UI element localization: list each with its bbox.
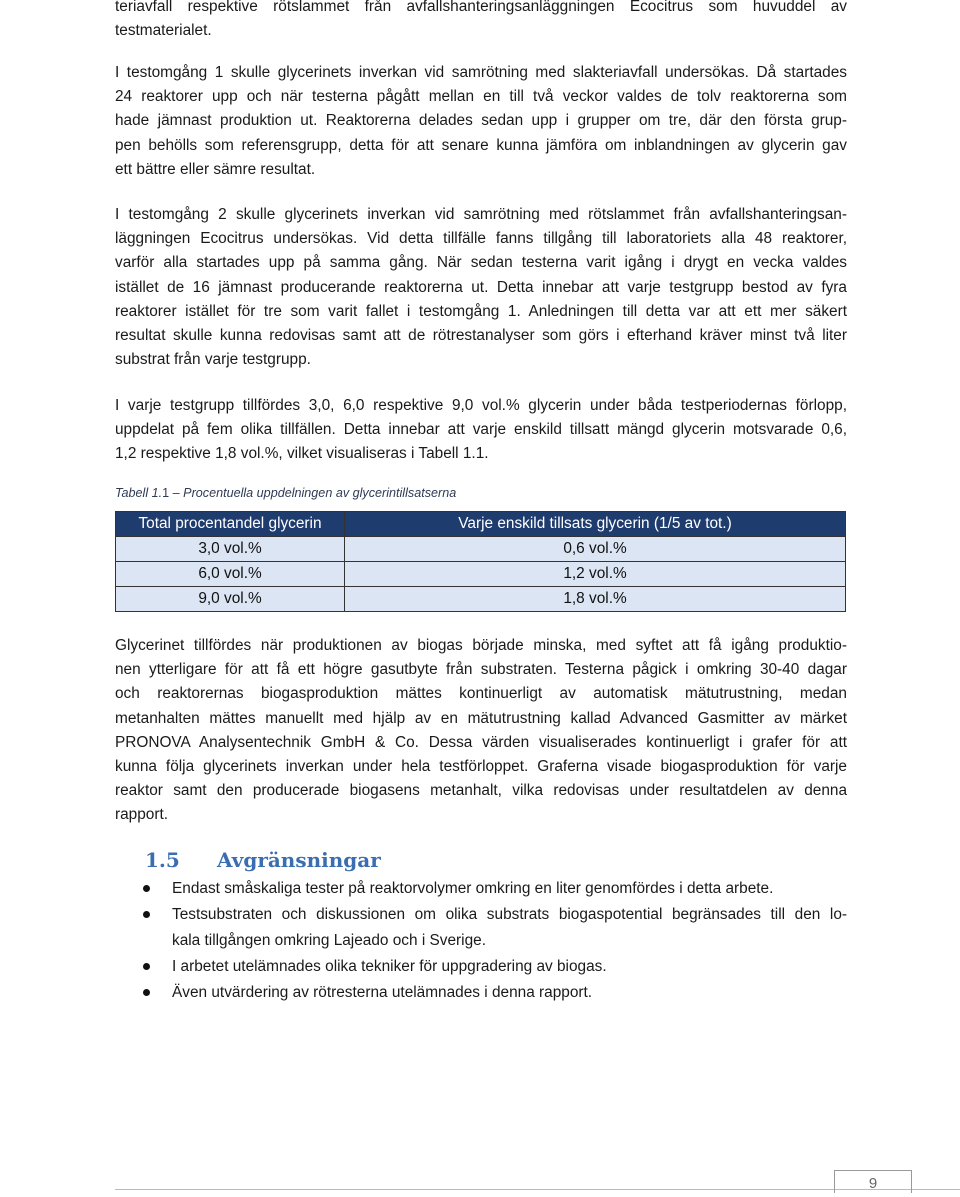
text-line: varför alla startades upp på samma gång. När sedan testerna varit igång i drygt en vecka valdes bbox=[115, 254, 847, 272]
text-line: 24 reaktorer upp och när testerna pågått mellan en till två veckor valdes de tolv reaktorerna som bbox=[115, 88, 847, 106]
text-line: teriavfall respektive rötslammet från avfallshanteringsanläggningen Ecocitrus som huvuddel av bbox=[115, 0, 847, 15]
bullet-list bbox=[115, 876, 847, 1006]
bullet-icon bbox=[143, 885, 150, 892]
table-cell: 1,8 vol.% bbox=[345, 587, 846, 612]
list-item bbox=[115, 876, 847, 902]
text-line: 1,2 respektive 1,8 vol.%, vilket visualiseras i Tabell 1.1. bbox=[115, 445, 489, 463]
text-line: I testomgång 1 skulle glycerinets inverkan vid samrötning med slakteriavfall undersökas. Då startades bbox=[115, 64, 847, 81]
table-cell: 1,2 vol.% bbox=[345, 562, 846, 587]
paragraph-glycerin-dosage bbox=[115, 394, 847, 467]
text-line: resultat skulle kunna redovisas samt att de rötrestanalyser som görs i efterhand kräver minst två liter bbox=[115, 327, 847, 345]
text-line: reaktorer istället för tre som varit fallet i testomgång 1. Anledningen till detta var att ett mer säkert bbox=[115, 302, 847, 320]
text-line: Endast småskaliga tester på reaktorvolymer omkring en liter genomfördes i detta arbete. bbox=[172, 880, 774, 897]
table-header-cell: Varje enskild tillsats glycerin (1/5 av tot.) bbox=[345, 512, 846, 537]
text-line: PRONOVA Analysentechnik GmbH & Co. Dessa värden visualiserades kontinuerligt i grafer för att bbox=[115, 733, 847, 751]
text-line: uppdelat på fem olika tillfällen. Detta innebar att varje enskild tillsatt mängd glycerin motsvarade 0,6, bbox=[115, 421, 847, 439]
text-line: Glycerinet tillfördes när produktionen av biogas började minska, med syftet att få igång produktio- bbox=[115, 637, 847, 654]
text-line: hade jämnast produktion ut. Reaktorerna delades sedan upp i grupper om tre, där den första grup- bbox=[115, 112, 847, 130]
section-heading bbox=[145, 848, 381, 872]
text-line: kala tillgången omkring Lajeado och i Sverige. bbox=[172, 932, 486, 949]
table-row bbox=[116, 537, 846, 562]
table-cell: 0,6 vol.% bbox=[345, 537, 846, 562]
caption-text: – Procentuella uppdelningen av glycerintillsatserna bbox=[169, 486, 457, 500]
paragraph-testround-2 bbox=[115, 203, 847, 372]
table-row bbox=[116, 562, 846, 587]
text-line: metanhalten mättes manuellt med hjälp av en mätutrustning kallad Advanced Gasmitter av märket bbox=[115, 709, 847, 727]
bullet-icon bbox=[143, 989, 150, 996]
table-caption bbox=[115, 484, 456, 502]
text-line: nen ytterligare för att få ett högre gasutbyte från substraten. Testerna pågick i omkring 30-40 dagar bbox=[115, 661, 847, 679]
list-item bbox=[115, 902, 847, 954]
paragraph-intro-end bbox=[115, 0, 847, 43]
text-line: I varje testgrupp tillfördes 3,0, 6,0 respektive 9,0 vol.% glycerin under båda testperiodernas förlopp, bbox=[115, 397, 847, 414]
text-line: substrat från varje testgrupp. bbox=[115, 351, 311, 369]
section-title: Avgränsningar bbox=[217, 848, 381, 872]
text-line: läggningen Ecocitrus undersökas. Vid detta tillfälle fanns tillgång till laboratoriets alla 48 reaktorer, bbox=[115, 230, 847, 248]
list-item bbox=[115, 980, 847, 1006]
text-line: kunna följa glycerinets inverkan under hela testförloppet. Graferna visade biogasproduktion för varje bbox=[115, 758, 847, 776]
table-cell: 9,0 vol.% bbox=[116, 587, 345, 612]
text-line: ett bättre eller sämre resultat. bbox=[115, 160, 316, 178]
text-line: Testsubstraten och diskussionen om olika substrats biogaspotential begränsades till den lo- bbox=[172, 906, 847, 923]
text-line: reaktor samt den producerade biogasens metanhalt, vilka redovisas under resultatdelen av denna bbox=[115, 782, 847, 800]
text-line: I testomgång 2 skulle glycerinets inverkan vid samrötning med rötslammet från avfallshanteringsan- bbox=[115, 206, 847, 223]
paragraph-testround-1 bbox=[115, 61, 847, 182]
list-item bbox=[115, 954, 847, 980]
text-line: Även utvärdering av rötresterna utelämnades i denna rapport. bbox=[172, 984, 593, 1001]
glycerin-table bbox=[115, 511, 846, 612]
text-line: istället de 16 jämnast producerande reaktorerna ut. Detta innebar att varje testgrupp bestod av fyra bbox=[115, 278, 847, 296]
text-line: rapport. bbox=[115, 806, 169, 824]
caption-number: 1 bbox=[162, 486, 170, 500]
table-cell: 3,0 vol.% bbox=[116, 537, 345, 562]
table-cell: 6,0 vol.% bbox=[116, 562, 345, 587]
table-row bbox=[116, 587, 846, 612]
text-line: I arbetet utelämnades olika tekniker för uppgradering av biogas. bbox=[172, 958, 607, 975]
bullet-icon bbox=[143, 963, 150, 970]
bullet-icon bbox=[143, 911, 150, 918]
table-header-row bbox=[116, 512, 846, 537]
text-line: och reaktorernas biogasproduktion mättes kontinuerligt av automatisk mätutrustning, medan bbox=[115, 685, 847, 703]
table-header-cell: Total procentandel glycerin bbox=[116, 512, 345, 537]
paragraph-method bbox=[115, 634, 847, 828]
page-number: 9 bbox=[834, 1170, 912, 1193]
text-line: testmaterialet. bbox=[115, 22, 212, 40]
section-number: 1.5 bbox=[145, 848, 180, 872]
text-line: pen behölls som referensgrupp, detta för att senare kunna jämföra om inblandningen av glycerin gav bbox=[115, 136, 847, 154]
caption-label: Tabell 1. bbox=[115, 486, 163, 500]
